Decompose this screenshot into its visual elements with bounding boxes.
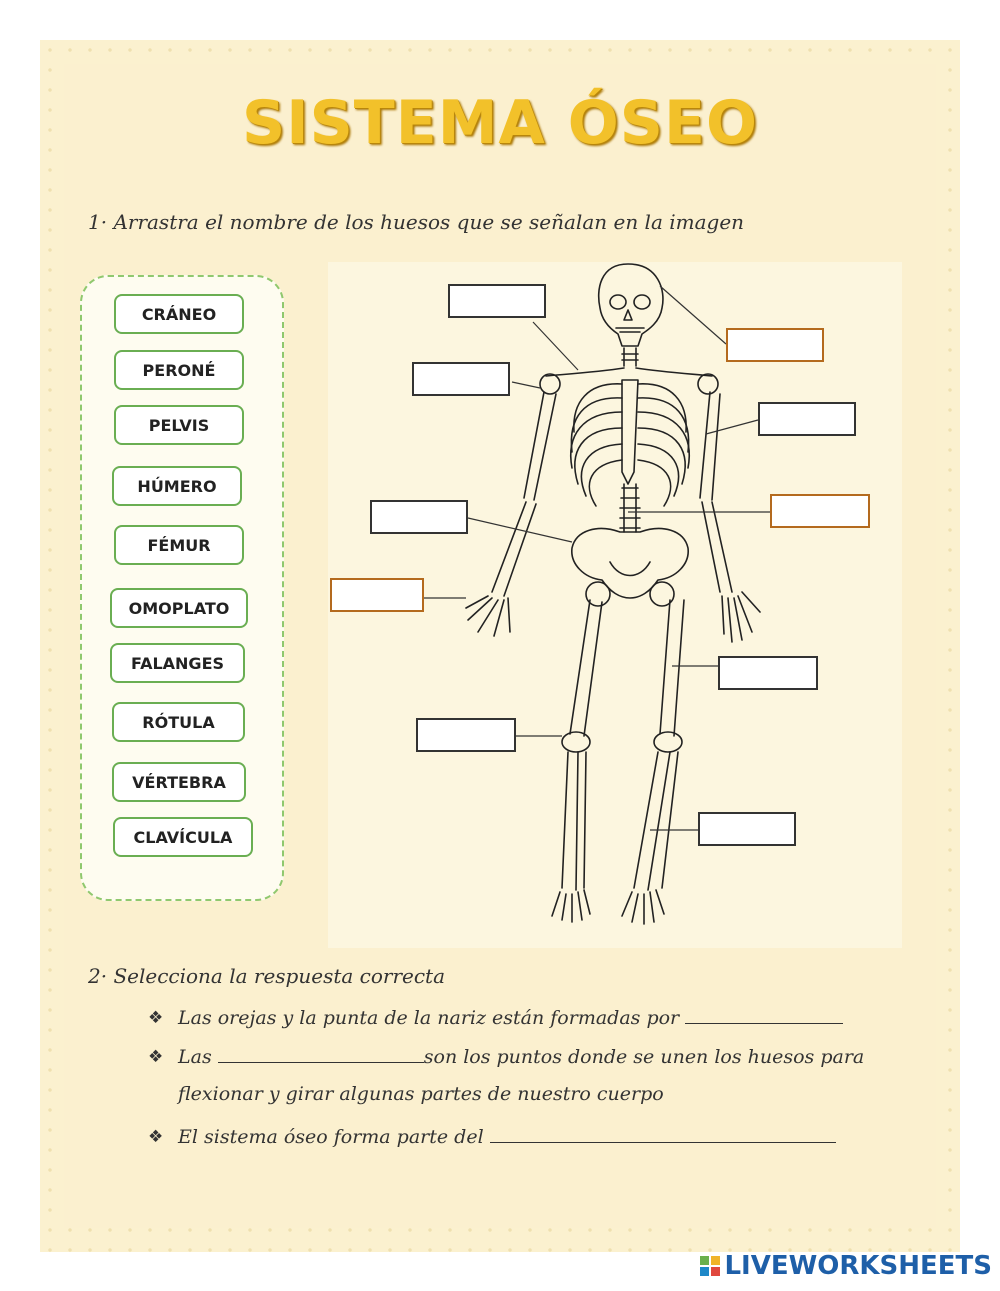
drop-zone-9[interactable] xyxy=(416,718,516,752)
word-humero[interactable]: HÚMERO xyxy=(112,466,242,506)
diamond-bullet-icon: ❖ xyxy=(148,1047,164,1067)
word-craneo[interactable]: CRÁNEO xyxy=(114,294,244,334)
word-perone[interactable]: PERONÉ xyxy=(114,350,244,390)
statement-2-start: Las xyxy=(178,1046,212,1068)
drop-zone-7[interactable] xyxy=(330,578,424,612)
word-vertebra[interactable]: VÉRTEBRA xyxy=(112,762,246,802)
statement-2 xyxy=(178,1043,864,1068)
answer-blank-3[interactable] xyxy=(490,1123,836,1143)
statement-2-continued: flexionar y girar algunas partes de nuestro cuerpo xyxy=(178,1083,664,1105)
drop-zone-4[interactable] xyxy=(758,402,856,436)
answer-blank-1[interactable] xyxy=(685,1004,843,1024)
word-pelvis[interactable]: PELVIS xyxy=(114,405,244,445)
drop-zone-6[interactable] xyxy=(770,494,870,528)
diamond-bullet-icon: ❖ xyxy=(148,1127,164,1147)
answer-blank-2[interactable] xyxy=(218,1043,424,1063)
word-rotula[interactable]: RÓTULA xyxy=(112,702,245,742)
drop-zone-10[interactable] xyxy=(698,812,796,846)
diamond-bullet-icon: ❖ xyxy=(148,1008,164,1028)
brand-logo xyxy=(700,1251,992,1281)
statement-1-text: Las orejas y la punta de la nariz están formadas por xyxy=(178,1007,680,1029)
drop-zone-5[interactable] xyxy=(370,500,468,534)
drop-zone-2[interactable] xyxy=(726,328,824,362)
word-falanges[interactable]: FALANGES xyxy=(110,643,245,683)
drop-zone-1[interactable] xyxy=(448,284,546,318)
word-femur[interactable]: FÉMUR xyxy=(114,525,244,565)
statement-1 xyxy=(178,1004,843,1029)
statement-3-text: El sistema óseo forma parte del xyxy=(178,1126,484,1148)
statement-3 xyxy=(178,1123,836,1148)
brand-logo-text: LIVEWORKSHEETS xyxy=(724,1251,992,1281)
question-1: 1· Arrastra el nombre de los huesos que se señalan en la imagen xyxy=(88,210,745,234)
skeleton-figure xyxy=(328,262,902,948)
question-2: 2· Selecciona la respuesta correcta xyxy=(88,964,446,988)
word-omoplato[interactable]: OMOPLATO xyxy=(110,588,248,628)
brand-logo-icon xyxy=(700,1256,720,1276)
word-clavicula[interactable]: CLAVÍCULA xyxy=(113,817,253,857)
statement-2-end: son los puntos donde se unen los huesos para xyxy=(423,1046,865,1068)
drop-zone-3[interactable] xyxy=(412,362,510,396)
drop-zone-8[interactable] xyxy=(718,656,818,690)
page-title: SISTEMA ÓSEO xyxy=(242,88,758,158)
